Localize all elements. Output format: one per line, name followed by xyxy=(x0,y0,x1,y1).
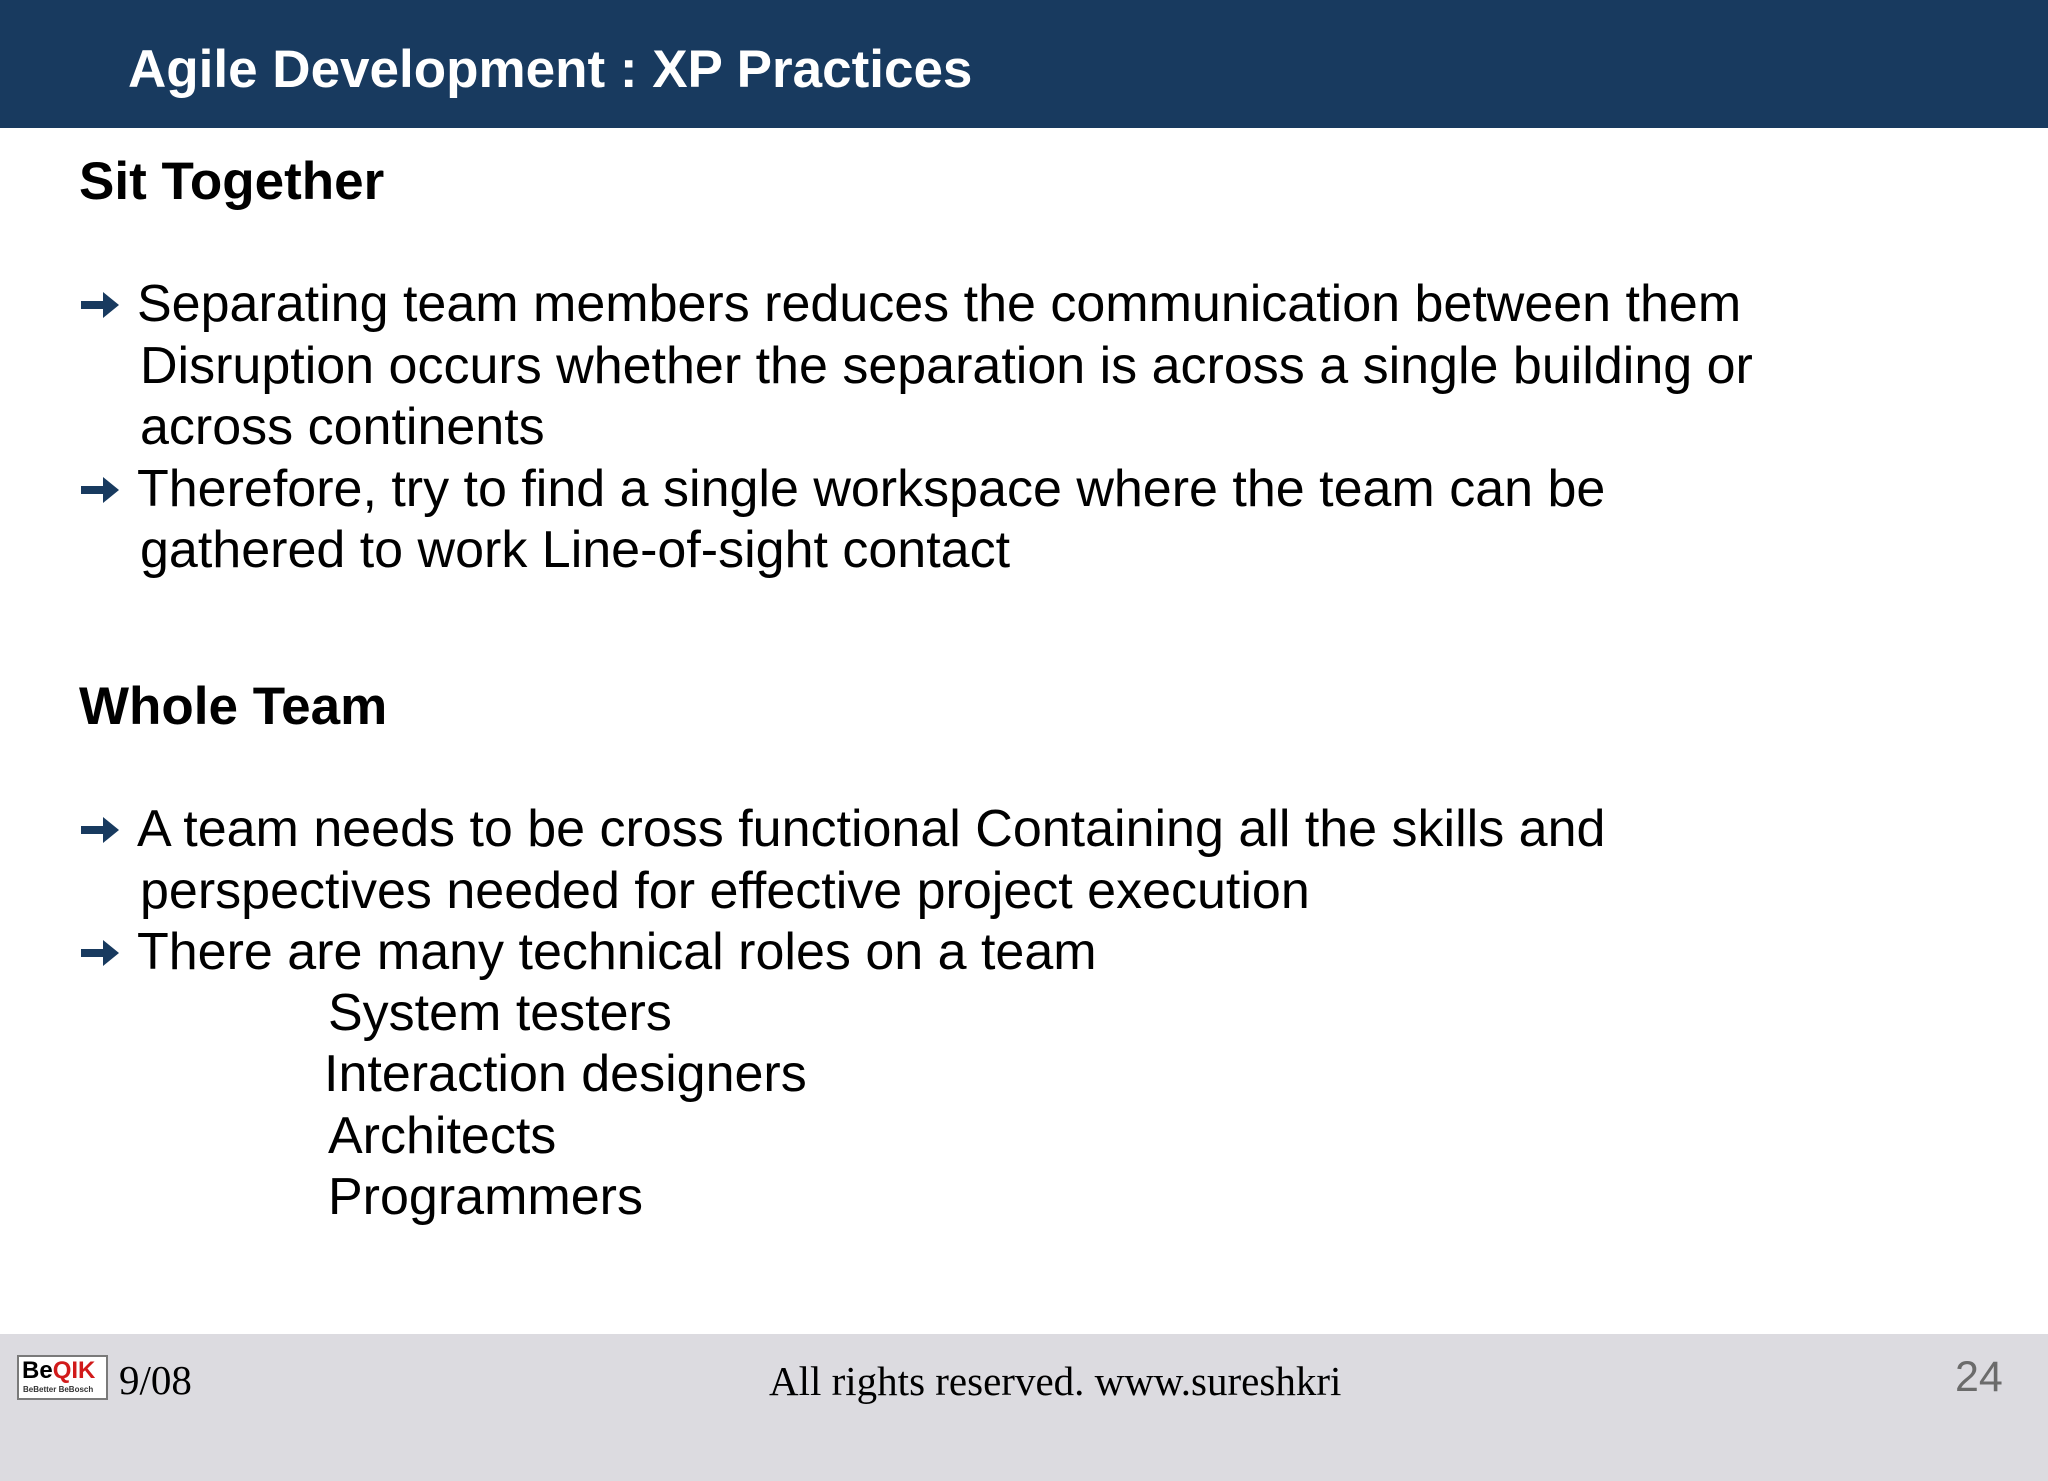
footer-date: 9/08 xyxy=(119,1357,192,1403)
bullet-line: Separating team members reduces the communication between them xyxy=(137,275,1742,333)
right-arrow-icon xyxy=(79,932,121,974)
role-item-system-testers: System testers xyxy=(328,984,672,1042)
role-item-programmers: Programmers xyxy=(328,1168,643,1226)
logo-qik: QIK xyxy=(52,1357,96,1384)
footer-copyright: All rights reserved. www.sureshkri xyxy=(769,1358,1342,1404)
bullet-line: Therefore, try to find a single workspace where the team can be xyxy=(137,460,1606,518)
page-number: 24 xyxy=(1955,1353,2003,1401)
right-arrow-icon xyxy=(79,284,121,326)
bullet-line: across continents xyxy=(140,398,545,456)
bullet-line: perspectives needed for effective project execution xyxy=(140,862,1310,920)
section-heading-whole-team: Whole Team xyxy=(79,677,388,736)
bullet-line: A team needs to be cross functional Containing all the skills and xyxy=(137,800,1606,858)
slide-title: Agile Development : XP Practices xyxy=(128,40,973,99)
section-heading-sit-together: Sit Together xyxy=(79,152,385,211)
role-item-architects: Architects xyxy=(328,1107,557,1165)
logo-wordmark xyxy=(22,1358,95,1384)
role-item-interaction-designers: Interaction designers xyxy=(324,1045,807,1103)
right-arrow-icon xyxy=(79,809,121,851)
logo-tagline: BeBetter BeBosch xyxy=(23,1385,94,1394)
bullet-line: gathered to work Line-of-sight contact xyxy=(140,521,1011,579)
logo-be: Be xyxy=(22,1357,53,1384)
right-arrow-icon xyxy=(79,469,121,511)
bullet-line: There are many technical roles on a team xyxy=(137,923,1097,981)
bullet-line: Disruption occurs whether the separation is across a single building or xyxy=(140,337,1753,395)
beqik-logo xyxy=(17,1355,108,1400)
